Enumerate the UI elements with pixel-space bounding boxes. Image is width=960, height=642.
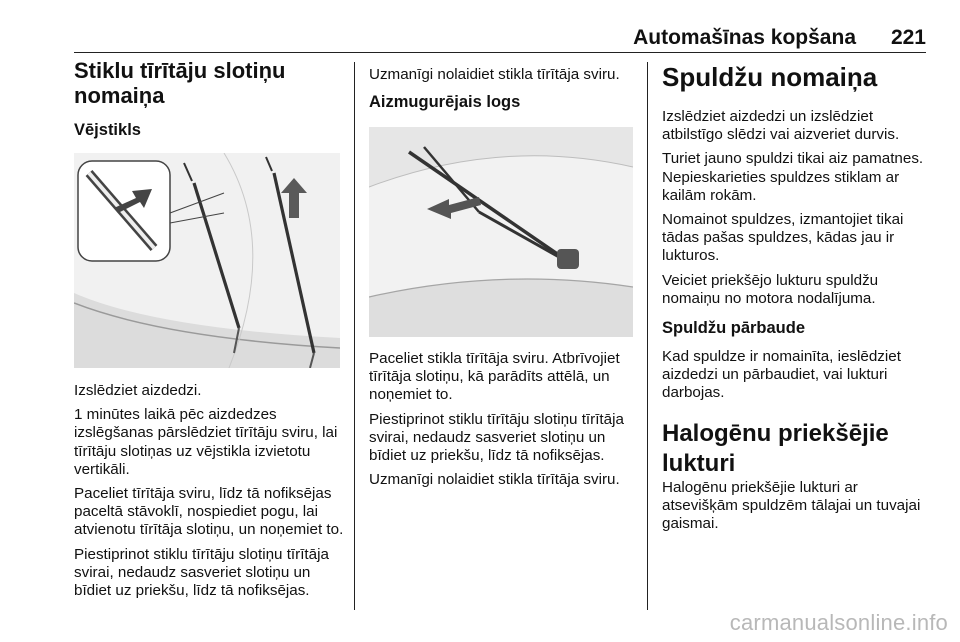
paragraph: Paceliet stikla tīrītāja sviru. Atbrīvojiet tīrītāja slotiņu, kā parādīts attēlā, un noņemiet to.	[369, 350, 620, 404]
paragraph: Kad spuldze ir nomainīta, ieslēdziet aizdedzi un pārbaudiet, vai lukturi darbojas.	[662, 348, 901, 402]
paragraph: Piestiprinot stiklu tīrītāju slotiņu tīrītāja svirai, nedaudz sasveriet slotiņu un bīdiet uz priekšu, līdz tā nofiksējas.	[74, 545, 329, 600]
section-heading-wiper: Stiklu tīrītāju slotiņu nomaiņa	[74, 58, 286, 108]
subheading-rear-window: Aizmugurējais logs	[369, 93, 521, 112]
paragraph: Piestiprinot stiklu tīrītāju slotiņu tīrītāja svirai, nedaudz sasveriet slotiņu un bīdiet uz priekšu, līdz tā nofiksējas.	[369, 410, 624, 465]
paragraph: Nomainot spuldzes, izmantojiet tikai tādas pašas spuldzes, kādas jau ir lukturos.	[662, 211, 904, 265]
subheading-windscreen: Vējstikls	[74, 121, 141, 139]
paragraph: Uzmanīgi nolaidiet stikla tīrītāja sviru.	[369, 471, 620, 489]
column-2-body	[369, 350, 639, 495]
rear-wiper-figure	[369, 127, 633, 337]
page-number: 221	[890, 26, 926, 49]
paragraph: Veiciet priekšējo lukturu spuldžu nomaiņu no motora nodalījuma.	[662, 271, 879, 307]
column-divider-2	[647, 62, 648, 610]
paragraph: Turiet jauno spuldzi tikai aiz pamatnes. Nepieskarieties spuldzes stiklam ar kailām rokām.	[662, 150, 924, 204]
column-3	[662, 62, 926, 539]
windscreen-wiper-illustration	[74, 153, 340, 368]
paragraph: Halogēnu priekšējie lukturi ar atsevišķām spuldzēm tālajai un tuvajai gaismai.	[662, 478, 921, 533]
section-heading-halogen: Halogēnu priekšējie lukturi	[662, 419, 889, 477]
section-heading-bulbs: Spuldžu nomaiņa	[662, 62, 878, 92]
subheading-bulb-check: Spuldžu pārbaude	[662, 319, 806, 338]
paragraph: 1 minūtes laikā pēc aizdedzes izslēgšanas pārslēdziet tīrītāju sviru, lai tīrītāju slotiņas uz vējstikla izvietotu vertikāli.	[74, 406, 338, 478]
header-title: Automašīnas kopšana	[633, 26, 856, 49]
column-1-body	[74, 382, 346, 606]
column-1	[74, 58, 346, 140]
windscreen-wiper-figure	[74, 153, 340, 368]
paragraph: Izslēdziet aizdedzi.	[74, 382, 202, 399]
paragraph: Uzmanīgi nolaidiet stikla tīrītāja sviru.	[369, 66, 620, 83]
paragraph: Izslēdziet aizdedzi un izslēdziet atbilstīgo slēdzi vai aizveriet durvis.	[662, 108, 900, 144]
rear-wiper-illustration	[369, 127, 633, 337]
column-divider-1	[354, 62, 355, 610]
column-2	[369, 66, 639, 112]
page-header	[74, 26, 926, 54]
paragraph: Paceliet tīrītāja sviru, līdz tā nofiksējas paceltā stāvoklī, nospiediet pogu, lai atvienotu tīrītāja slotiņu, un noņemiet to.	[74, 485, 344, 539]
watermark: carmanualsonline.info	[729, 610, 948, 635]
header-rule	[74, 52, 926, 53]
